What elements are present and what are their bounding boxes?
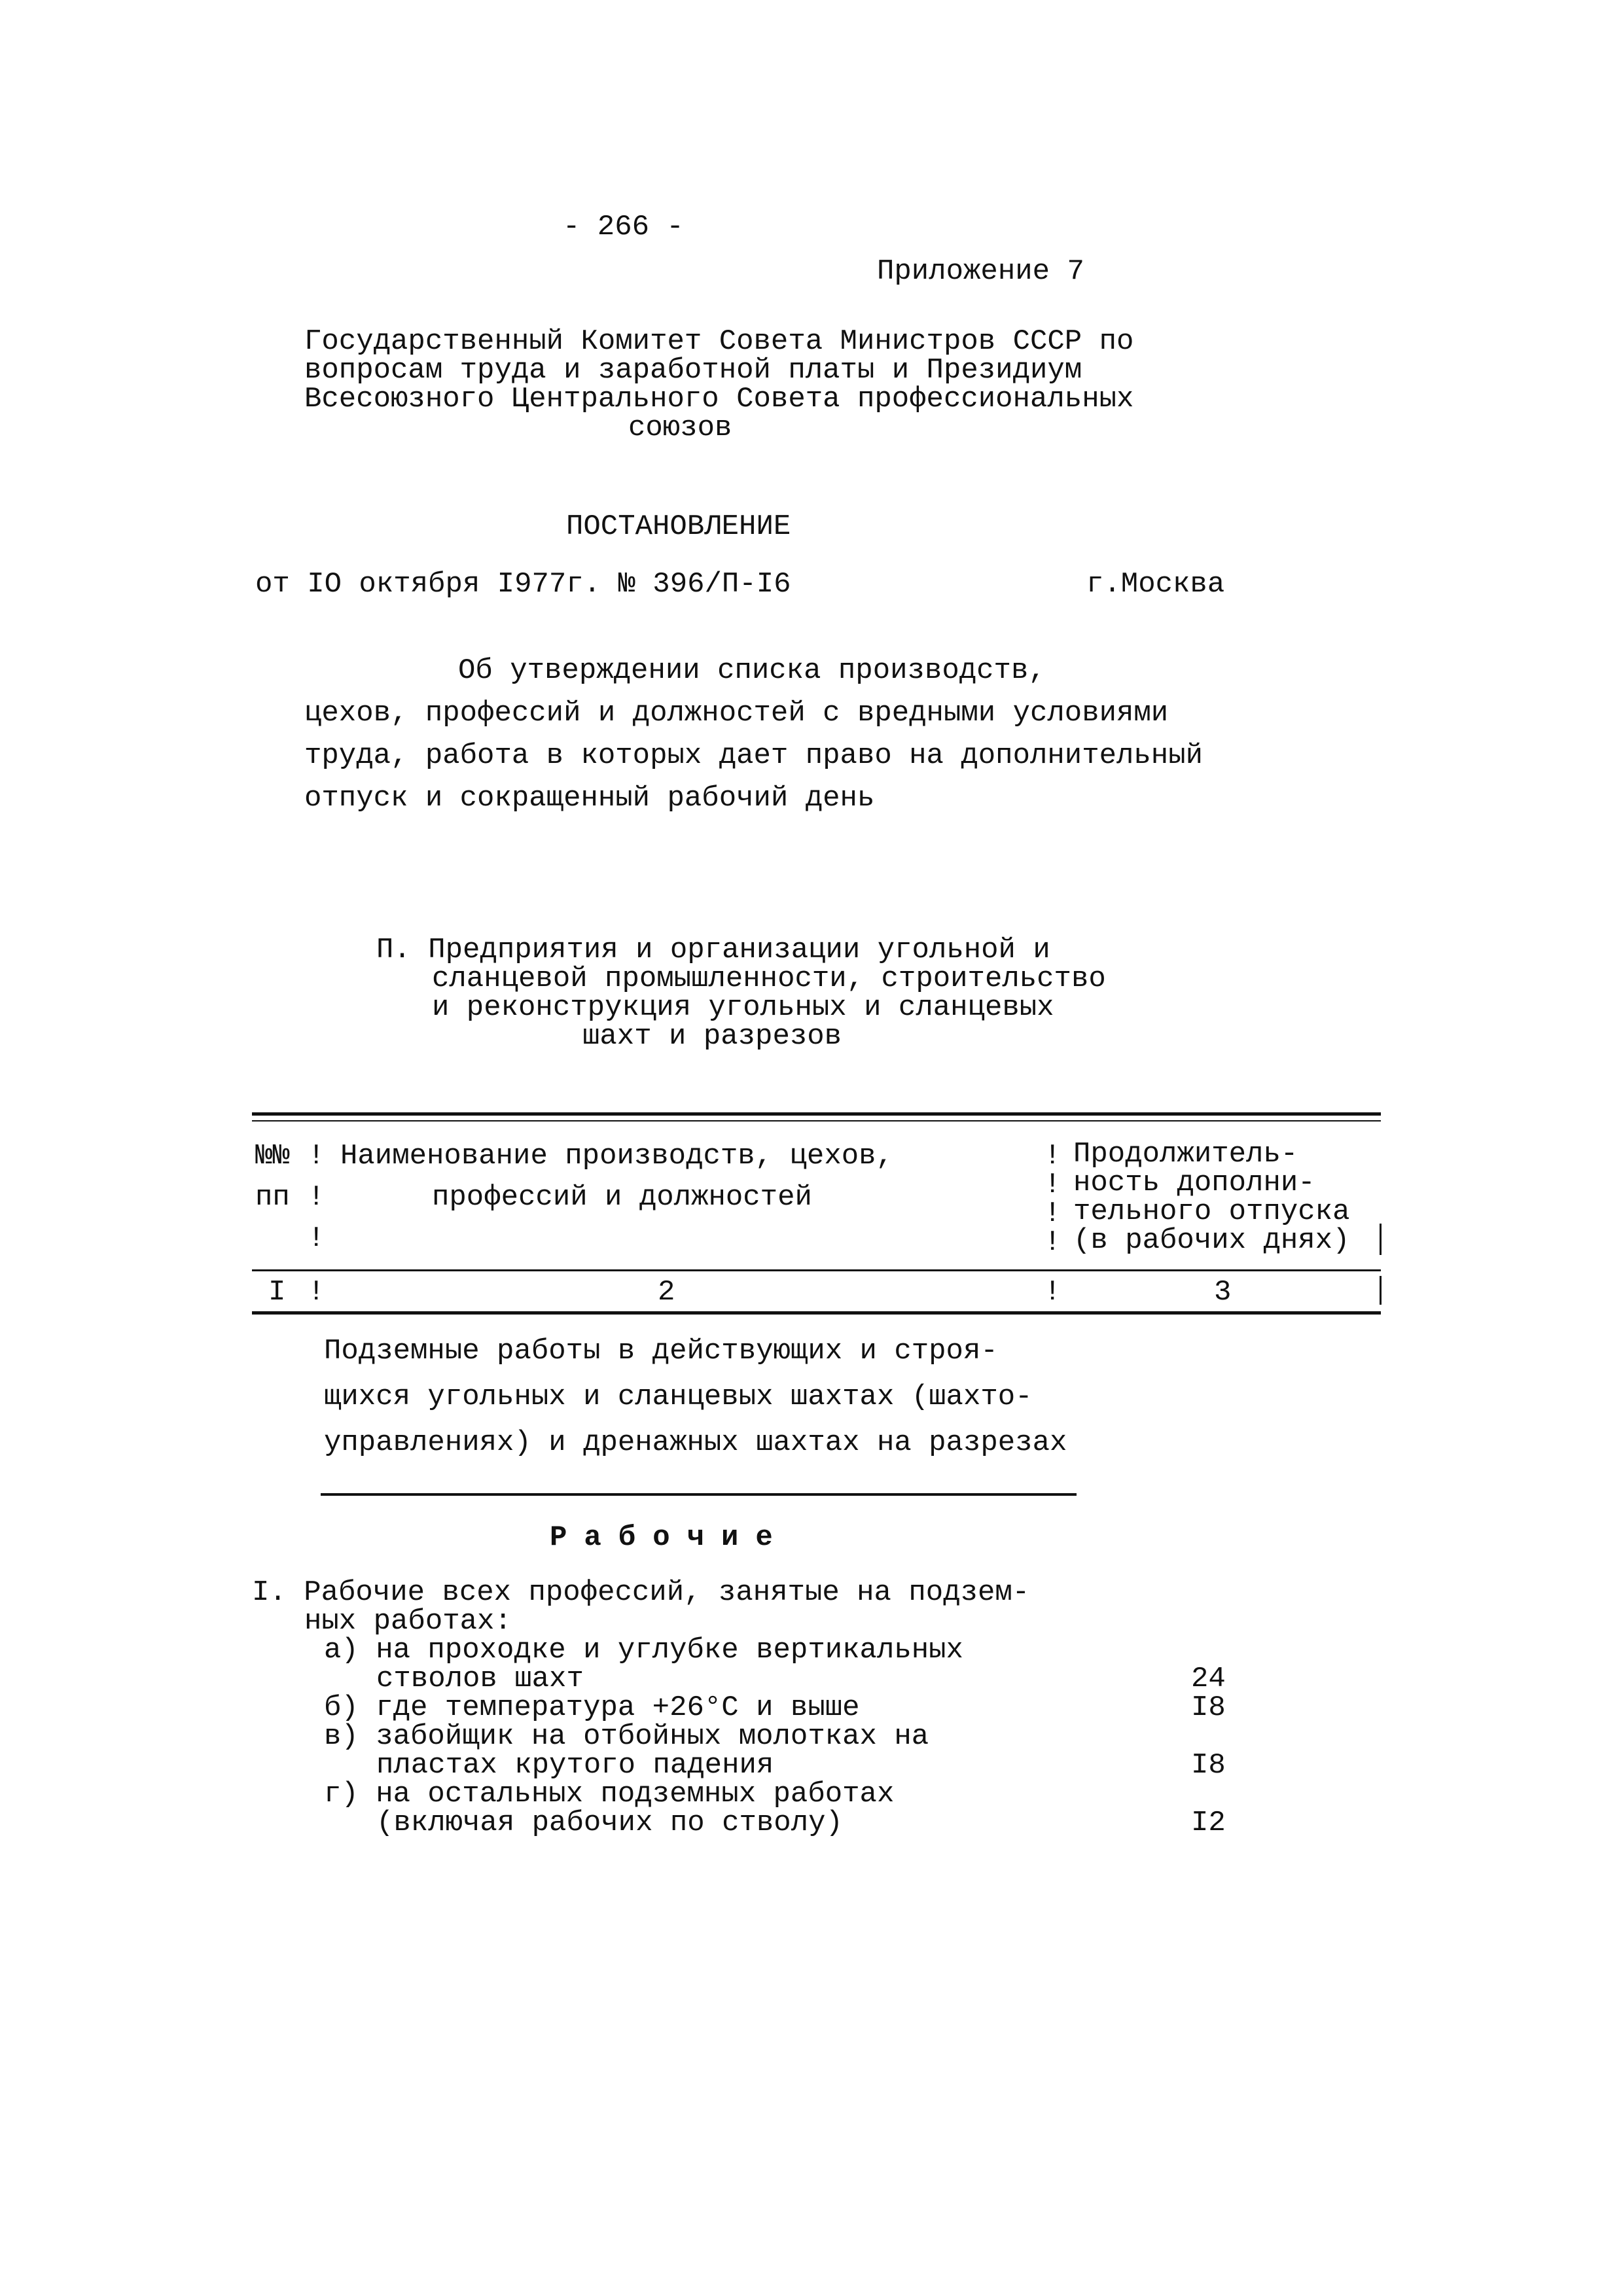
item-days: I8 <box>1191 1749 1226 1782</box>
col-header-duration: тельного отпуска <box>1073 1195 1350 1228</box>
item-days: 24 <box>1191 1663 1226 1695</box>
subject-line: отпуск и сокращенный рабочий день <box>304 782 875 815</box>
issuer-line: Государственный Комитет Совета Министров СССР по <box>304 325 1134 358</box>
table-top-rule <box>252 1112 1381 1116</box>
table-header-rule <box>252 1269 1381 1271</box>
column-separator: ! <box>1044 1197 1061 1230</box>
section-heading-line: П. Предприятия и организации угольной и <box>376 934 1050 966</box>
item-line: а) на проходке и углубке вертикальных <box>324 1634 963 1667</box>
item-line: г) на остальных подземных работах <box>324 1778 895 1810</box>
category-line: управлениях) и дренажных шахтах на разрезах <box>324 1426 1067 1459</box>
issuer-line: вопросам труда и заработной платы и Президиум <box>304 354 1082 387</box>
item-line: стволов шахт <box>376 1663 584 1695</box>
col-header-name: профессий и должностей <box>432 1181 812 1214</box>
column-number: 3 <box>1214 1276 1232 1309</box>
table-top-rule-thin <box>252 1120 1381 1122</box>
table-bottom-rule <box>252 1311 1381 1315</box>
column-number: I <box>268 1276 286 1309</box>
city: г.Москва <box>1086 568 1225 601</box>
item-days: I2 <box>1191 1807 1226 1839</box>
column-separator: ! <box>1044 1140 1061 1173</box>
col-header-number: №№ <box>255 1140 290 1173</box>
page-number: - 266 - <box>563 211 684 243</box>
subject-line: цехов, профессий и должностей с вредными условиями <box>304 697 1169 730</box>
issuer-line: Всесоюзного Центрального Совета профессиональных <box>304 383 1134 415</box>
section-heading-line: и реконструкция угольных и сланцевых <box>432 991 1054 1024</box>
category-line: щихся угольных и сланцевых шахтах (шахто- <box>324 1381 1033 1413</box>
doc-type-heading: ПОСТАНОВЛЕНИЕ <box>566 510 791 543</box>
item-line: I. Рабочие всех профессий, занятые на подзем- <box>252 1576 1030 1609</box>
item-line: (включая рабочих по стволу) <box>376 1807 843 1839</box>
table-right-edge <box>1380 1224 1382 1255</box>
subject-line: Об утверждении списка производств, <box>458 654 1046 687</box>
item-days: I8 <box>1191 1691 1226 1724</box>
col-header-duration: Продолжитель- <box>1073 1138 1298 1171</box>
category-line: Подземные работы в действующих и строя- <box>324 1335 998 1368</box>
subject-line: труда, работа в которых дает право на дополнительный <box>304 739 1204 772</box>
column-separator: ! <box>308 1222 325 1255</box>
column-number: 2 <box>658 1276 675 1309</box>
column-separator: ! <box>308 1140 325 1173</box>
col-header-duration: (в рабочих днях) <box>1073 1224 1350 1257</box>
category-underline <box>321 1493 1077 1496</box>
appendix-label: Приложение 7 <box>877 255 1084 288</box>
column-separator: ! <box>1044 1226 1061 1259</box>
date-number: от IO октября I977г. № 396/П-I6 <box>255 568 791 601</box>
column-separator: ! <box>308 1276 325 1309</box>
item-line: в) забойщик на отбойных молотках на <box>324 1720 929 1753</box>
column-separator: ! <box>1044 1276 1061 1309</box>
col-header-number: пп <box>255 1181 290 1214</box>
column-separator: ! <box>308 1181 325 1214</box>
workers-heading: Рабочие <box>550 1521 790 1554</box>
section-heading-line: сланцевой промышленности, строительство <box>432 963 1106 995</box>
section-heading-line: шахт и разрезов <box>582 1020 842 1053</box>
item-line: ных работах: <box>304 1605 512 1638</box>
table-right-edge <box>1380 1276 1382 1305</box>
item-line: пластах крутого падения <box>376 1749 774 1782</box>
col-header-duration: ность дополни- <box>1073 1167 1315 1199</box>
issuer-line: союзов <box>628 412 732 444</box>
col-header-name: Наименование производств, цехов, <box>340 1140 893 1173</box>
column-separator: ! <box>1044 1169 1061 1201</box>
item-line: б) где температура +26°C и выше <box>324 1691 860 1724</box>
